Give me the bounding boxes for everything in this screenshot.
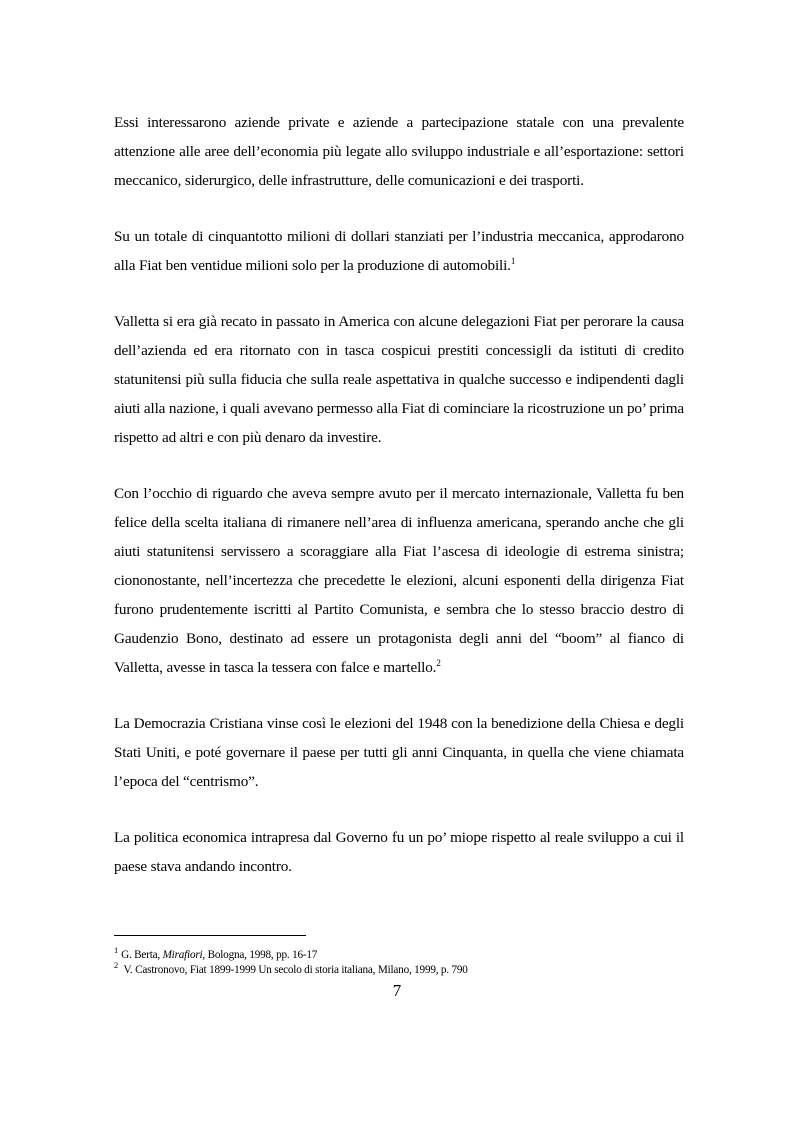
footnote-1-number: 1 [114, 945, 119, 956]
body-text [114, 108, 684, 908]
paragraph-5-text: La Democrazia Cristiana vinse così le elezioni del 1948 con la benedizione della Chiesa e degli Stati Uniti, e poté governare il paese per tutti gli anni Cinquanta, in quella che viene chiamata l’epoca del “centrismo”. [114, 715, 684, 790]
page-number: 7 [392, 981, 402, 1000]
paragraph-6-text: La politica economica intrapresa dal Governo fu un po’ miope rispetto al reale sviluppo a cui il paese stava andando incontro. [114, 829, 684, 875]
footnote-2-before: V. Castronovo, Fiat 1899-1999 Un secolo di storia italiana, Milano, 1999, p. 790 [121, 963, 468, 976]
footnote-2 [114, 959, 684, 978]
footnote-ref-2[interactable]: 2 [436, 657, 441, 668]
paragraph-2-text: Su un totale di cinquantotto milioni di dollari stanziati per l’industria meccanica, approdarono alla Fiat ben ventidue milioni solo per la produzione di automobili. [114, 228, 684, 274]
footnote-1-title: Mirafiori [162, 949, 203, 961]
paragraph-1-text: Essi interessarono aziende private e aziende a partecipazione statale con una prevalente attenzione alle aree dell’economia più legate allo sviluppo industriale e all’esportazione: settori meccanico, siderurgico, delle infrastrutture, delle comunicazioni e dei trasporti. [114, 114, 684, 189]
footnote-separator [114, 935, 306, 936]
paragraph-3-text: Valletta si era già recato in passato in America con alcune delegazioni Fiat per perorare la causa dell’azienda ed era ritornato con in tasca cospicui prestiti concessigli da istituti di credito statunitensi più sulla fiducia che sulla reale aspettativa in qualche successo e indipendenti dagli aiuti alla nazione, i quali avevano permesso alla Fiat di cominciare la ricostruzione un po’ prima rispetto ad altri e con più denaro da investire. [114, 313, 684, 446]
paragraph-5 [114, 709, 684, 796]
footnote-1 [114, 945, 684, 963]
footnote-2-number: 2 [114, 959, 119, 970]
paragraph-4-text: Con l’occhio di riguardo che aveva sempre avuto per il mercato internazionale, Valletta fu ben felice della scelta italiana di rimanere nell’area di influenza americana, sperando anche che gli aiuti statunitensi servissero a scoraggiare alla Fiat l’ascesa di ideologie di estrema sinistra; ciononostante, nell’incertezza che precedette le elezioni, alcuni esponenti della dirigenza Fiat furono prudentemente iscritti al Partito Comunista, e sembra che lo stesso braccio destro di Gaudenzio Bono, destinato ad essere un protagonista degli anni del “boom” al fianco di Valletta, avesse in tasca la tessera con falce e martello. [114, 485, 684, 676]
footnote-ref-1[interactable]: 1 [510, 255, 516, 266]
footnote-1-before: G. Berta, [121, 949, 163, 961]
paragraph-2 [114, 222, 684, 280]
paragraph-3 [114, 307, 684, 452]
footnotes [114, 945, 684, 977]
paragraph-1 [114, 108, 684, 195]
paragraph-6 [114, 823, 684, 881]
paragraph-4 [114, 479, 684, 682]
footnote-1-after: , Bologna, 1998, pp. 16-17 [202, 949, 318, 961]
